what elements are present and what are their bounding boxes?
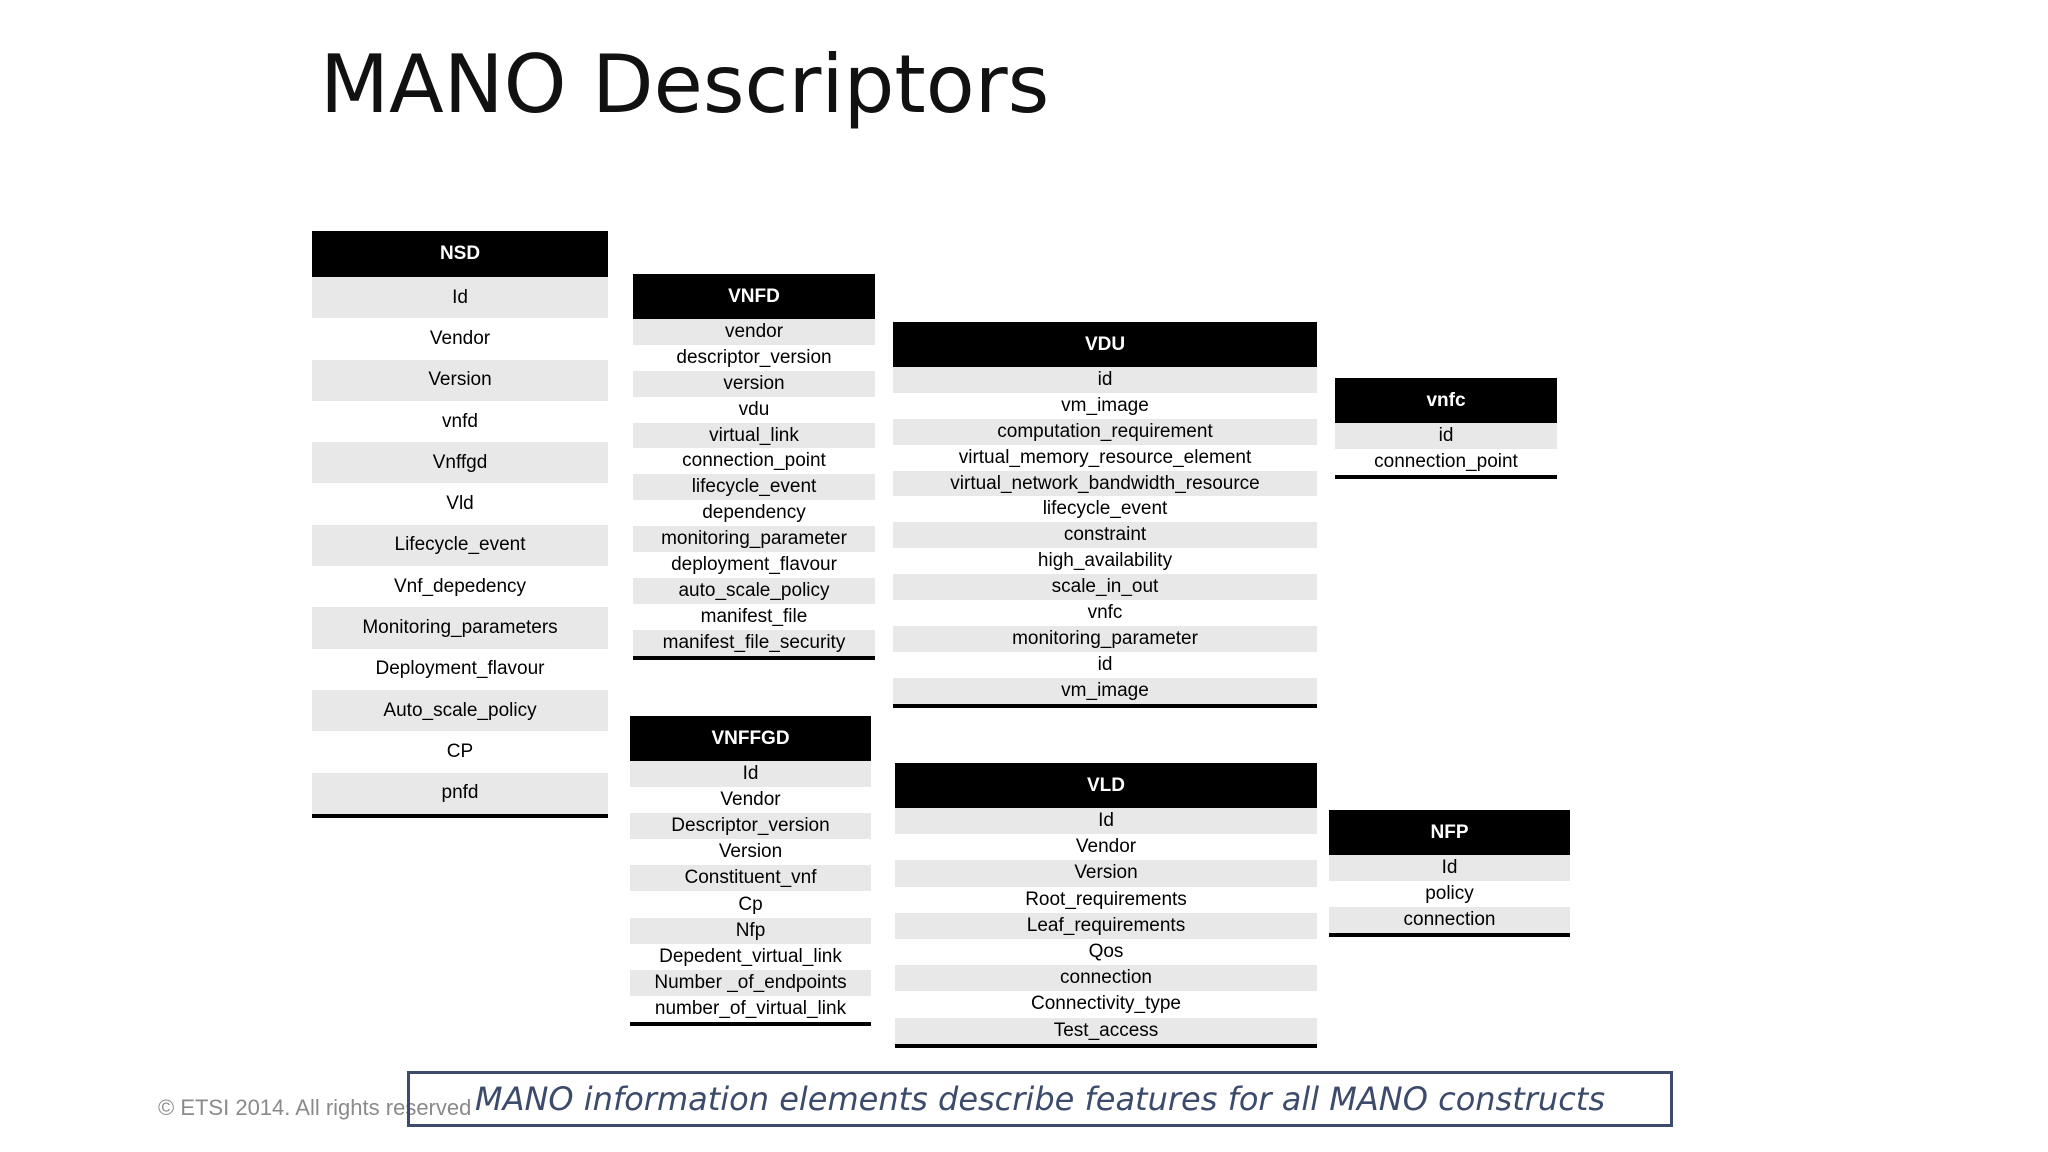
vdu-row: monitoring_parameter	[893, 626, 1317, 652]
nsd-row: pnfd	[312, 773, 608, 814]
nfp-row: Id	[1329, 855, 1570, 881]
vnfd-row: vdu	[633, 397, 875, 423]
vld-table	[895, 763, 1317, 1048]
nsd-row: Vnf_depedency	[312, 566, 608, 607]
vdu-row: scale_in_out	[893, 574, 1317, 600]
vnfc-table	[1335, 378, 1557, 479]
vld-row: Connectivity_type	[895, 991, 1317, 1017]
nsd-row: CP	[312, 731, 608, 772]
vnffgd-row: Depedent_virtual_link	[630, 944, 871, 970]
vnfd-row: manifest_file	[633, 604, 875, 630]
nsd-row: Version	[312, 360, 608, 401]
vnfd-row: connection_point	[633, 448, 875, 474]
vdu-row: vm_image	[893, 678, 1317, 704]
callout-box	[407, 1071, 1673, 1127]
nfp-row: policy	[1329, 881, 1570, 907]
nsd-row: Id	[312, 277, 608, 318]
vnfc-row: connection_point	[1335, 449, 1557, 475]
vnfd-row: version	[633, 371, 875, 397]
vdu-row: id	[893, 367, 1317, 393]
vld-header: VLD	[895, 763, 1317, 808]
vdu-row: id	[893, 652, 1317, 678]
vnffgd-row: number_of_virtual_link	[630, 996, 871, 1022]
nsd-row: Monitoring_parameters	[312, 607, 608, 648]
vdu-row: computation_requirement	[893, 419, 1317, 445]
vnfd-row: monitoring_parameter	[633, 526, 875, 552]
vnfd-row: descriptor_version	[633, 345, 875, 371]
nsd-row: Deployment_flavour	[312, 649, 608, 690]
vnfd-row: manifest_file_security	[633, 630, 875, 656]
vld-row: Id	[895, 808, 1317, 834]
vdu-header: VDU	[893, 322, 1317, 367]
vnffgd-table	[630, 716, 871, 1026]
vnfd-table	[633, 274, 875, 660]
nfp-row: connection	[1329, 907, 1570, 933]
vnfc-row: id	[1335, 423, 1557, 449]
vdu-table	[893, 322, 1317, 708]
vnffgd-row: Constituent_vnf	[630, 865, 871, 891]
nsd-row: Vld	[312, 483, 608, 524]
vnfc-header: vnfc	[1335, 378, 1557, 423]
vdu-row: vm_image	[893, 393, 1317, 419]
vld-row: Leaf_requirements	[895, 913, 1317, 939]
nfp-table	[1329, 810, 1570, 937]
vdu-row: vnfc	[893, 600, 1317, 626]
vld-row: Vendor	[895, 834, 1317, 860]
vnffgd-row: Cp	[630, 891, 871, 917]
vdu-row: virtual_network_bandwidth_resource	[893, 471, 1317, 497]
nsd-row: Auto_scale_policy	[312, 690, 608, 731]
vnffgd-row: Vendor	[630, 787, 871, 813]
vld-row: Version	[895, 860, 1317, 886]
vdu-row: constraint	[893, 522, 1317, 548]
vld-row: Test_access	[895, 1018, 1317, 1044]
vld-row: Qos	[895, 939, 1317, 965]
vnffgd-row: Nfp	[630, 918, 871, 944]
copyright-notice: © ETSI 2014. All rights reserved	[158, 1095, 472, 1120]
vdu-row: virtual_memory_resource_element	[893, 445, 1317, 471]
vnfd-row: auto_scale_policy	[633, 578, 875, 604]
vnffgd-row: Descriptor_version	[630, 813, 871, 839]
nsd-row: Vnffgd	[312, 442, 608, 483]
vnffgd-row: Version	[630, 839, 871, 865]
nsd-row: vnfd	[312, 401, 608, 442]
vnfd-row: virtual_link	[633, 423, 875, 449]
vnffgd-row: Number _of_endpoints	[630, 970, 871, 996]
vnffgd-header: VNFFGD	[630, 716, 871, 761]
vnfd-row: deployment_flavour	[633, 552, 875, 578]
nfp-header: NFP	[1329, 810, 1570, 855]
vld-row: Root_requirements	[895, 887, 1317, 913]
callout-text: MANO information elements describe features for all MANO constructs	[474, 1080, 1606, 1118]
vnfd-row: dependency	[633, 500, 875, 526]
nsd-header: NSD	[312, 231, 608, 277]
vdu-row: high_availability	[893, 548, 1317, 574]
vdu-row: lifecycle_event	[893, 496, 1317, 522]
vnffgd-row: Id	[630, 761, 871, 787]
nsd-table	[312, 231, 608, 818]
nsd-row: Vendor	[312, 318, 608, 359]
vnfd-row: vendor	[633, 319, 875, 345]
vnfd-row: lifecycle_event	[633, 474, 875, 500]
vnfd-header: VNFD	[633, 274, 875, 319]
slide-title: MANO Descriptors	[320, 38, 1050, 131]
vld-row: connection	[895, 965, 1317, 991]
nsd-row: Lifecycle_event	[312, 525, 608, 566]
